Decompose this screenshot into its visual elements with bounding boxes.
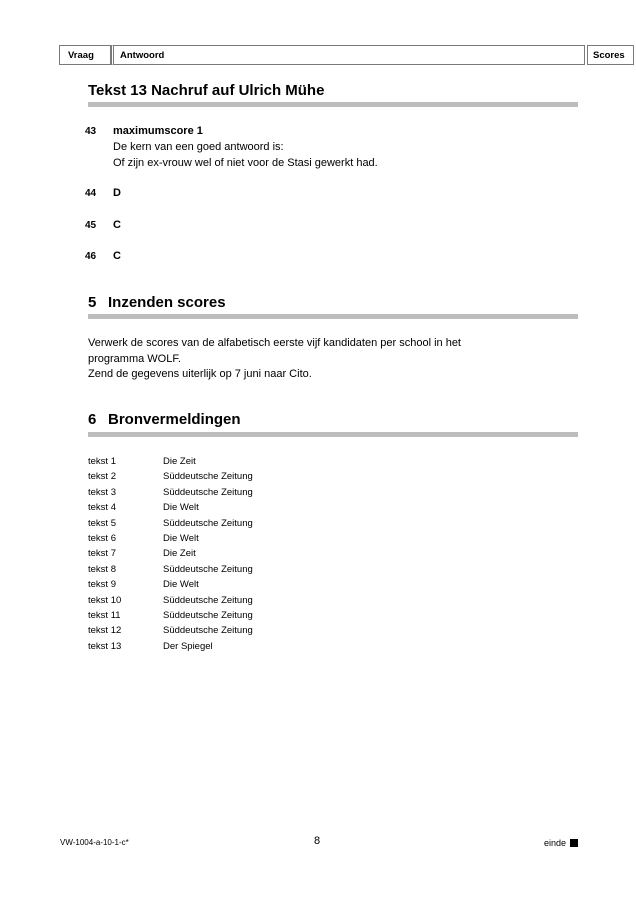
- section-title-inzenden-scores: 5 Inzenden scores: [88, 294, 226, 311]
- section-divider: [88, 432, 578, 437]
- question-number: 43: [85, 126, 97, 137]
- section-divider: [88, 102, 578, 107]
- header-vraag: Vraag: [59, 45, 111, 65]
- document-code: VW-1004-a-10-1-c*: [60, 838, 129, 847]
- question-number: 46: [85, 251, 97, 262]
- page-number: 8: [314, 835, 321, 847]
- answer-line: De kern van een goed antwoord is:: [113, 141, 284, 153]
- section-title-tekst-13: Tekst 13 Nachruf auf Ulrich Mühe: [88, 82, 325, 99]
- end-square-icon: [570, 839, 578, 847]
- section-divider: [88, 314, 578, 319]
- answer-key: D: [113, 187, 121, 199]
- answer-key: C: [113, 250, 121, 262]
- answer-line: Of zijn ex-vrouw wel of niet voor de Stasi gewerkt had.: [113, 157, 378, 169]
- header-antwoord: Antwoord: [111, 45, 585, 65]
- answer-line: maximumscore 1: [113, 125, 203, 137]
- end-marker: einde: [544, 838, 578, 848]
- instructions-paragraph: Verwerk de scores van de alfabetisch eerste vijf kandidaten per school in het programma WOLF. Zend de gegevens uiterlijk op 7 juni naar Cito.: [88, 337, 461, 380]
- question-number: 45: [85, 220, 97, 231]
- section-title-bronvermeldingen: 6 Bronvermeldingen: [88, 411, 241, 428]
- page-header: [59, 45, 625, 67]
- question-number: 44: [85, 188, 97, 199]
- answer-key: C: [113, 219, 121, 231]
- header-scores: Scores: [587, 45, 634, 65]
